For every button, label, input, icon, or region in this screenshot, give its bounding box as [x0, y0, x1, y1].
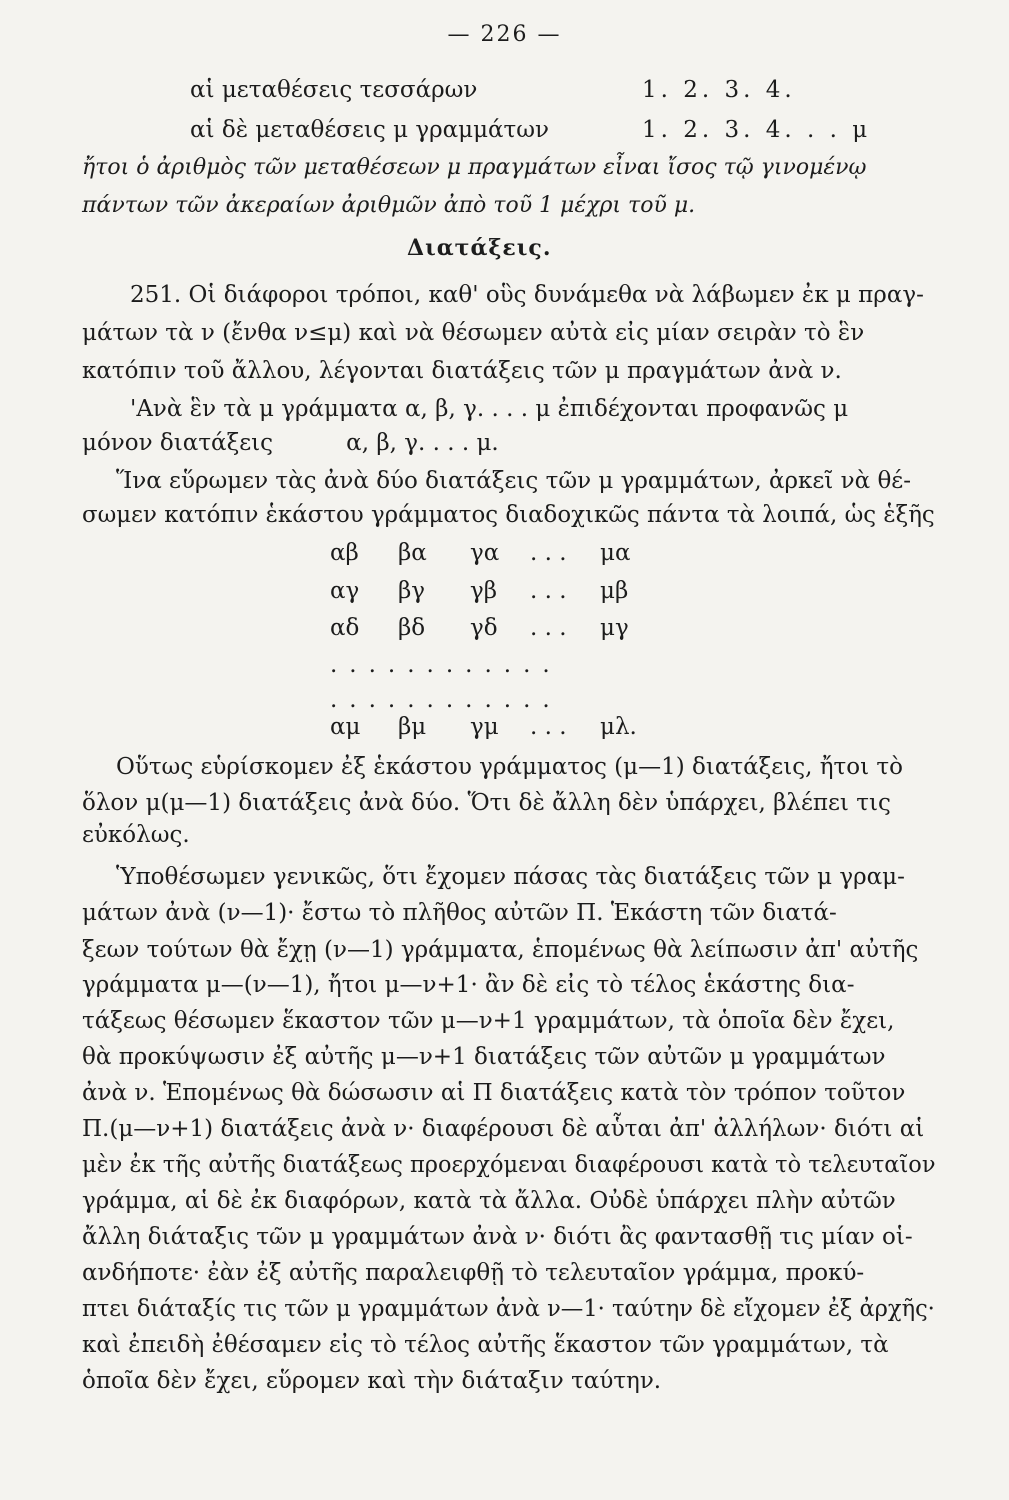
para2-line3: εὐκόλως. — [82, 822, 190, 848]
table-cell: βδ — [398, 615, 426, 641]
para1-line6: Ἵνα εὕρωμεν τὰς ἀνὰ δύο διατάξεις τῶν μ γραμμάτων, ἀρκεῖ νὰ θέ- — [116, 468, 911, 494]
para3-line9: μὲν ἐκ τῆς αὐτῆς διατάξεως προερχόμεναι διαφέρουσι κατὰ τὸ τελευταῖον — [82, 1152, 936, 1178]
table-cell: μα — [600, 540, 631, 566]
section-heading: Διατάξεις. — [407, 235, 552, 261]
table-cell: . . . — [530, 615, 567, 641]
table-cell: βα — [398, 540, 427, 566]
perm-row2-value: 1. 2. 3. 4. . . μ — [642, 117, 872, 143]
table-cell: βγ — [398, 578, 426, 604]
perm-line3: ἤτοι ὁ ἀριθμὸς τῶν μεταθέσεων μ πραγμάτων εἶναι ἴσος τῷ γινομένῳ — [82, 155, 867, 180]
table-dots-row: ............ — [330, 652, 562, 678]
page-number: — 226 — — [447, 22, 562, 47]
para3-line5: τάξεως θέσωμεν ἕκαστον τῶν μ—ν+1 γραμμάτων, τὰ ὁποῖα δὲν ἔχει, — [82, 1008, 895, 1034]
para1-line3: κατόπιν τοῦ ἄλλου, λέγονται διατάξεις τῶν μ πραγμάτων ἀνὰ ν. — [82, 358, 842, 384]
table-cell: γβ — [470, 578, 498, 604]
table-cell: γδ — [470, 615, 498, 641]
para1-line5: μόνον διατάξεις α, β, γ. . . . μ. — [82, 430, 499, 456]
para3-line15: ὁποῖα δὲν ἔχει, εὕρομεν καὶ τὴν διάταξιν ταύτην. — [82, 1368, 662, 1394]
para1-line1: 251. Οἱ διάφοροι τρόποι, καθ' οὓς δυνάμεθα νὰ λάβωμεν ἐκ μ πραγ- — [130, 282, 924, 308]
table-cell: αδ — [330, 615, 360, 641]
table-cell: βμ — [398, 714, 427, 740]
para3-line1: Ὑποθέσωμεν γενικῶς, ὅτι ἔχομεν πάσας τὰς διατάξεις τῶν μ γραμ- — [116, 864, 905, 890]
table-cell: . . . — [530, 714, 567, 740]
para3-line7: ἀνὰ ν. Ἑπομένως θὰ δώσωσιν αἱ Π διατάξεις κατὰ τὸν τρόπον τοῦτον — [82, 1080, 906, 1106]
para3-line6: θὰ προκύψωσιν ἐξ αὐτῆς μ—ν+1 διατάξεις τῶν αὐτῶν μ γραμμάτων — [82, 1044, 886, 1070]
table-dots-row: ............ — [330, 687, 562, 713]
para1-line2: μάτων τὰ ν (ἔνθα ν≤μ) καὶ νὰ θέσωμεν αὐτὰ εἰς μίαν σειρὰν τὸ ἓν — [82, 320, 865, 346]
perm-row1-label: αἱ μεταθέσεις τεσσάρων — [190, 77, 478, 103]
perm-row2-label: αἱ δὲ μεταθέσεις μ γραμμάτων — [190, 117, 550, 143]
para3-line11: ἄλλη διάταξις τῶν μ γραμμάτων ἀνὰ ν· διότι ἂς φαντασθῇ τις μίαν οἱ- — [82, 1224, 913, 1250]
table-cell: αβ — [330, 540, 359, 566]
para3-line4: γράμματα μ—(ν—1), ἤτοι μ—ν+1· ἂν δὲ εἰς τὸ τέλος ἑκάστης δια- — [82, 972, 855, 998]
table-cell: . . . — [530, 578, 567, 604]
para1-line4: 'Ανὰ ἓν τὰ μ γράμματα α, β, γ. . . . μ ἐπιδέχονται προφανῶς μ — [130, 396, 849, 422]
table-cell: γμ — [470, 714, 499, 740]
para2-line1: Οὕτως εὑρίσκομεν ἐξ ἑκάστου γράμματος (μ—1) διατάξεις, ἤτοι τὸ — [116, 754, 903, 780]
perm-row1-value: 1. 2. 3. 4. — [642, 77, 796, 103]
para3-line14: καὶ ἐπειδὴ ἐθέσαμεν εἰς τὸ τέλος αὐτῆς ἕκαστον τῶν γραμμάτων, τὰ — [82, 1332, 889, 1358]
table-cell: μγ — [600, 615, 629, 641]
para3-line13: πτει διάταξίς τις τῶν μ γραμμάτων ἀνὰ ν—1· ταύτην δὲ εἴχομεν ἐξ ἀρχῆς· — [82, 1296, 935, 1322]
para2-line2: ὅλον μ(μ—1) διατάξεις ἀνὰ δύο. Ὅτι δὲ ἄλλη δὲν ὑπάρχει, βλέπει τις — [82, 790, 891, 816]
para3-line2: μάτων ἀνὰ (ν—1)· ἔστω τὸ πλῆθος αὐτῶν Π. Ἑκάστη τῶν διατά- — [82, 900, 837, 926]
table-cell: γα — [470, 540, 500, 566]
para3-line8: Π.(μ—ν+1) διατάξεις ἀνὰ ν· διαφέρουσι δὲ αὗται ἀπ' ἀλλήλων· διότι αἱ — [82, 1116, 925, 1142]
table-cell: μβ — [600, 578, 629, 604]
para3-line12: ανδήποτε· ἐὰν ἐξ αὐτῆς παραλειφθῇ τὸ τελευταῖον γράμμα, προκύ- — [82, 1260, 865, 1286]
table-cell: αμ — [330, 714, 361, 740]
para1-line7: σωμεν κατόπιν ἑκάστου γράμματος διαδοχικῶς πάντα τὰ λοιπά, ὡς ἑξῆς — [82, 502, 935, 528]
para3-line10: γράμμα, αἱ δὲ ἐκ διαφόρων, κατὰ τὰ ἄλλα. Οὐδὲ ὑπάρχει πλὴν αὐτῶν — [82, 1188, 896, 1214]
para3-line3: ξεων τούτων θὰ ἔχῃ (ν—1) γράμματα, ἑπομένως θὰ λείπωσιν ἀπ' αὐτῆς — [82, 937, 919, 963]
table-cell: μλ. — [600, 714, 637, 740]
table-cell: αγ — [330, 578, 360, 604]
table-cell: . . . — [530, 540, 567, 566]
perm-line4: πάντων τῶν ἀκεραίων ἀριθμῶν ἀπὸ τοῦ 1 μέχρι τοῦ μ. — [82, 193, 696, 218]
